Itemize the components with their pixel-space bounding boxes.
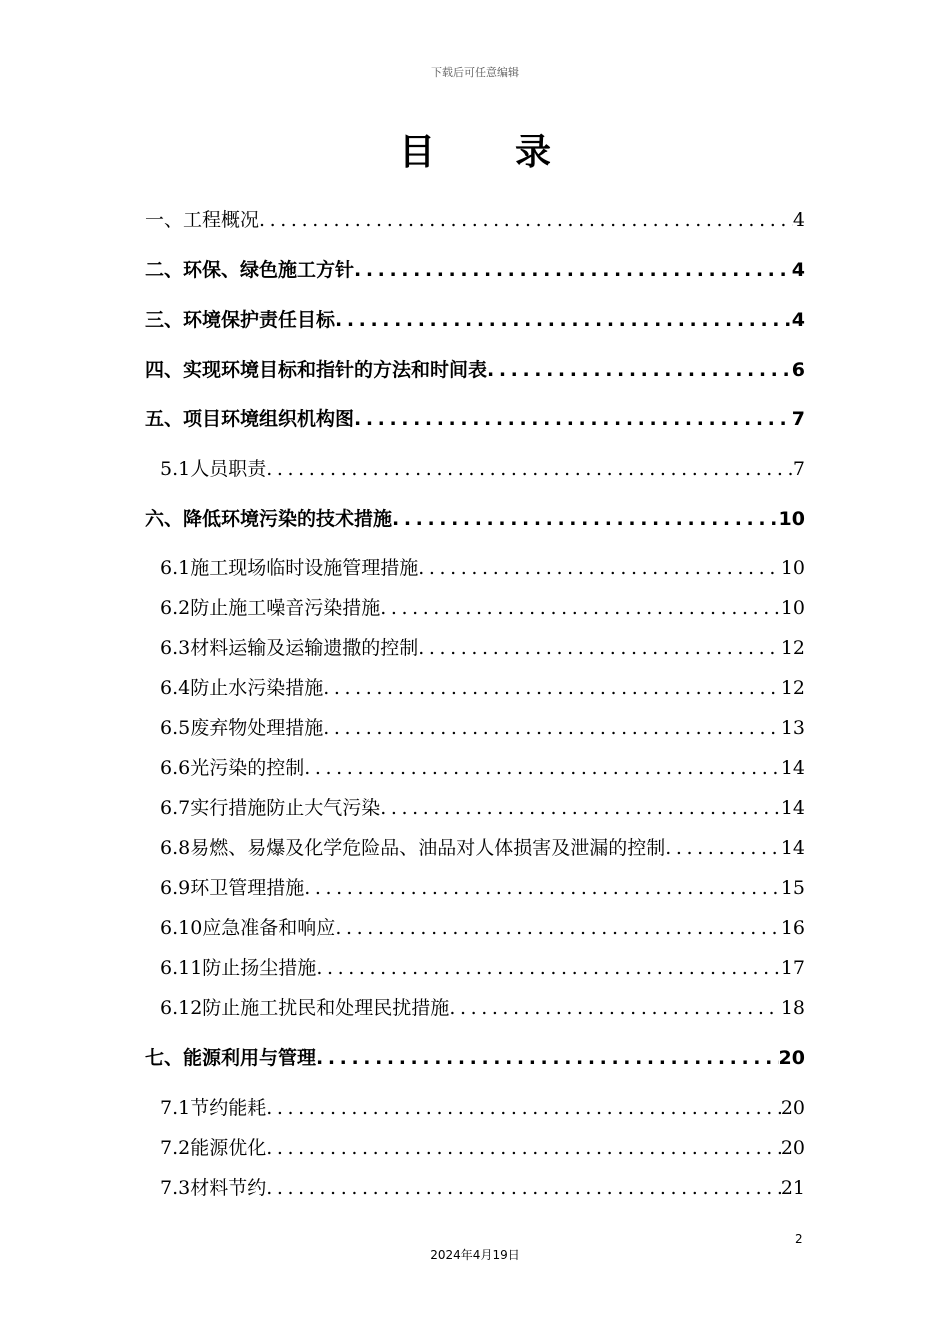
toc-leader bbox=[335, 308, 792, 332]
toc-entry[interactable] bbox=[145, 308, 805, 332]
toc-leader bbox=[354, 258, 792, 282]
toc-page-number: 15 bbox=[780, 877, 805, 899]
page-title: 目录 bbox=[398, 132, 631, 173]
toc-entry[interactable] bbox=[145, 507, 805, 531]
toc-label: 6.8易燃、易爆及化学危险品、油品对人体损害及泄漏的控制 bbox=[160, 837, 666, 859]
toc-label: 6.10应急准备和响应 bbox=[160, 917, 336, 939]
toc-label: 6.5废弃物处理措施 bbox=[160, 717, 324, 739]
toc-leader bbox=[392, 507, 779, 531]
toc-label: 7.3材料节约 bbox=[160, 1177, 267, 1199]
toc-page-number: 4 bbox=[792, 209, 805, 231]
toc-page-number: 14 bbox=[780, 757, 805, 779]
toc-page-number: 7 bbox=[791, 408, 805, 430]
toc-page-number: 14 bbox=[780, 797, 805, 819]
toc-label: 二、环保、绿色施工方针 bbox=[145, 259, 355, 281]
toc-label: 6.12防止施工扰民和处理民扰措施 bbox=[160, 997, 450, 1019]
toc-leader bbox=[335, 916, 781, 940]
toc-page-number: 12 bbox=[780, 637, 805, 659]
toc-page-number: 6 bbox=[791, 359, 805, 381]
toc-page-number: 10 bbox=[780, 557, 805, 579]
toc-label: 六、降低环境污染的技术措施 bbox=[145, 508, 393, 530]
toc-page-number: 18 bbox=[780, 997, 805, 1019]
toc-entry[interactable] bbox=[160, 956, 805, 980]
toc-entry[interactable] bbox=[160, 1096, 805, 1120]
toc-entry[interactable] bbox=[160, 1176, 805, 1200]
toc-leader bbox=[487, 358, 792, 382]
toc-entry[interactable] bbox=[160, 796, 805, 820]
page-number: 2 bbox=[795, 1232, 803, 1246]
toc-entry[interactable] bbox=[160, 836, 805, 860]
toc-page-number: 14 bbox=[780, 837, 805, 859]
toc-page-number: 12 bbox=[780, 677, 805, 699]
toc-entry[interactable] bbox=[160, 916, 805, 940]
toc-page-number: 20 bbox=[780, 1137, 805, 1159]
toc-entry[interactable] bbox=[160, 716, 805, 740]
toc-page-number: 17 bbox=[780, 957, 805, 979]
toc-entry[interactable] bbox=[160, 876, 805, 900]
toc-page-number: 10 bbox=[778, 508, 805, 530]
footer-date: 2024年4月19日 bbox=[430, 1248, 520, 1262]
toc-label: 6.11防止扬尘措施 bbox=[160, 957, 317, 979]
toc-leader bbox=[323, 716, 781, 740]
toc-label: 7.2能源优化 bbox=[160, 1137, 267, 1159]
toc-leader bbox=[266, 457, 793, 481]
toc-entry[interactable] bbox=[160, 996, 805, 1020]
toc-entry[interactable] bbox=[160, 596, 805, 620]
toc-leader bbox=[418, 636, 781, 660]
toc-label: 七、能源利用与管理 bbox=[145, 1047, 317, 1069]
toc-label: 五、项目环境组织机构图 bbox=[145, 408, 355, 430]
toc-label: 6.1施工现场临时设施管理措施 bbox=[160, 557, 419, 579]
toc-leader bbox=[354, 407, 792, 431]
toc-label: 四、实现环境目标和指针的方法和时间表 bbox=[145, 359, 488, 381]
toc-label: 6.3材料运输及运输遗撒的控制 bbox=[160, 637, 419, 659]
toc-leader bbox=[316, 956, 781, 980]
toc-label: 6.7实行措施防止大气污染 bbox=[160, 797, 381, 819]
toc-entry[interactable] bbox=[145, 258, 805, 282]
toc-entry[interactable] bbox=[160, 676, 805, 700]
toc-entry[interactable] bbox=[160, 756, 805, 780]
toc-page-number: 7 bbox=[792, 458, 805, 480]
toc-entry[interactable] bbox=[160, 636, 805, 660]
toc-page-number: 20 bbox=[778, 1047, 805, 1069]
toc-leader bbox=[266, 1176, 781, 1200]
toc-entry[interactable] bbox=[160, 556, 805, 580]
toc-leader bbox=[418, 556, 781, 580]
toc-leader bbox=[259, 208, 793, 232]
toc-page-number: 10 bbox=[780, 597, 805, 619]
toc-leader bbox=[266, 1136, 781, 1160]
toc-entry[interactable] bbox=[145, 407, 805, 431]
toc-leader bbox=[380, 596, 781, 620]
toc-leader bbox=[304, 756, 781, 780]
toc-leader bbox=[304, 876, 781, 900]
toc-entry[interactable] bbox=[145, 358, 805, 382]
toc-leader bbox=[449, 996, 781, 1020]
toc-label: 7.1节约能耗 bbox=[160, 1097, 267, 1119]
toc-page-number: 16 bbox=[780, 917, 805, 939]
toc-leader bbox=[380, 796, 781, 820]
toc-leader bbox=[665, 836, 781, 860]
toc-label: 6.2防止施工噪音污染措施 bbox=[160, 597, 381, 619]
toc-label: 5.1人员职责 bbox=[160, 458, 267, 480]
toc-page-number: 13 bbox=[780, 717, 805, 739]
toc-leader bbox=[323, 676, 781, 700]
toc-entry[interactable] bbox=[145, 1046, 805, 1070]
toc-label: 6.4防止水污染措施 bbox=[160, 677, 324, 699]
toc-label: 6.9环卫管理措施 bbox=[160, 877, 305, 899]
toc-page-number: 4 bbox=[791, 259, 805, 281]
toc-label: 一、工程概况 bbox=[145, 209, 260, 231]
toc-page-number: 20 bbox=[780, 1097, 805, 1119]
toc-entry[interactable] bbox=[145, 208, 805, 232]
toc-leader bbox=[266, 1096, 781, 1120]
toc-label: 6.6光污染的控制 bbox=[160, 757, 305, 779]
toc-entry[interactable] bbox=[160, 1136, 805, 1160]
toc-leader bbox=[316, 1046, 779, 1070]
toc-entry[interactable] bbox=[160, 457, 805, 481]
toc-label: 三、环境保护责任目标 bbox=[145, 309, 336, 331]
toc-page-number: 21 bbox=[780, 1177, 805, 1199]
header-note: 下载后可任意编辑 bbox=[431, 66, 519, 79]
toc-page-number: 4 bbox=[791, 309, 805, 331]
